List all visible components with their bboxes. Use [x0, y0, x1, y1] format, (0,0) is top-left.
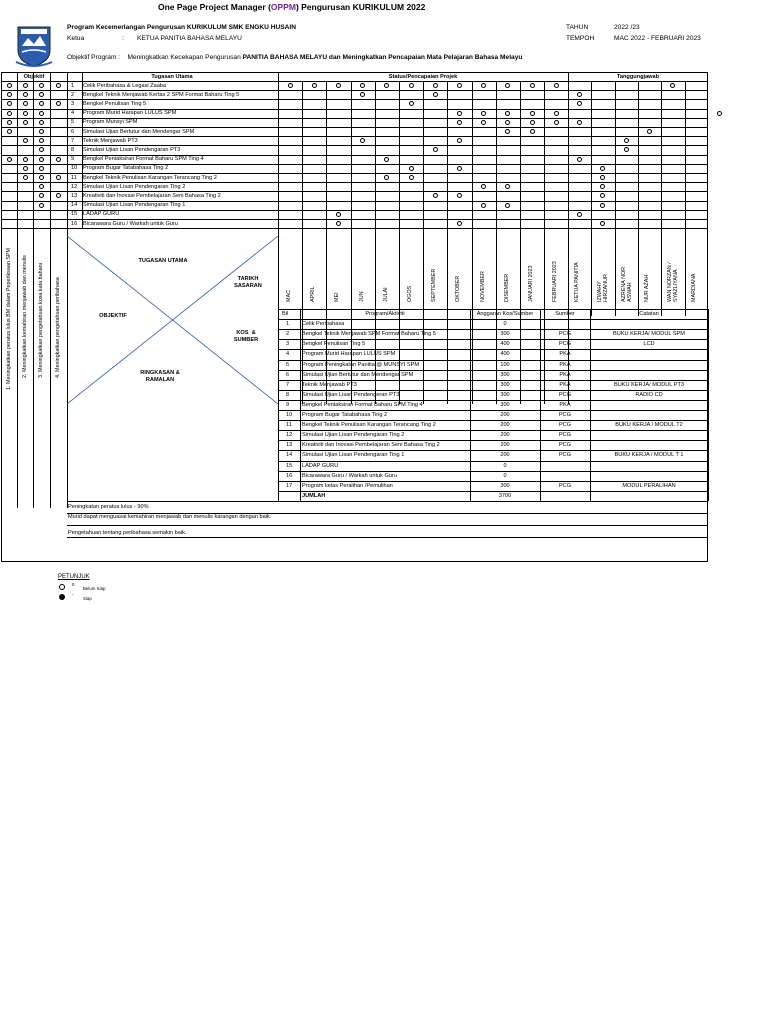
- budget-program: Simulasi Ujian Lisan Pendengaran Ting 2: [302, 432, 405, 439]
- status-circle-icon: [457, 166, 462, 171]
- diagram-tugasan: TUGASAN UTAMA: [138, 258, 188, 264]
- task-name: Kreativiti dan Inovasi Pembelajaran Seni Bahasa Ting 2: [83, 192, 221, 199]
- budget-kos: 0: [503, 472, 507, 479]
- objective-circle-icon: [39, 166, 44, 171]
- budget-bil: 4: [286, 351, 290, 358]
- budget-sumber: PKA: [559, 361, 571, 368]
- task-number: 1: [71, 82, 75, 89]
- grid-vline: [708, 309, 709, 501]
- budget-catatan: RADIO CD: [635, 391, 663, 398]
- page-title: One Page Project Manager (OPPM) Pengurusan KURIKULUM 2022: [158, 2, 426, 12]
- month-label: JANUARI 2023: [528, 265, 534, 302]
- objective-circle-icon: [23, 120, 28, 125]
- status-circle-icon: [433, 83, 438, 88]
- objective-circle-icon: [23, 166, 28, 171]
- status-circle-icon: [481, 203, 486, 208]
- budget-bil: 8: [286, 391, 290, 398]
- month-label: DISEMBER: [503, 273, 510, 302]
- program-title: Program Kecemerlangan Pengurusan KURIKULUM SMK ENGKU HUSAIN: [67, 24, 296, 31]
- budget-bil: 17: [286, 482, 293, 489]
- objektif-program: Objektif Program : Meningkatkan Kecekapan Pengurusan PANITIA BAHASA MELAYU dan Meningkatkan Pencapaian Mata Pelajaran Bahasa Melayu: [67, 54, 523, 61]
- legend-num1: -: [72, 592, 74, 597]
- objective-vertical-label: 3. Meningkatkan pengetahuan kosa kata baharu: [38, 262, 44, 379]
- grid-vline: [447, 81, 448, 404]
- objective-circle-icon: [7, 129, 12, 134]
- status-circle-icon: [336, 212, 341, 217]
- responsibility-circle-icon: [577, 157, 582, 162]
- task-number: 15: [71, 211, 78, 218]
- status-circle-icon: [554, 83, 559, 88]
- status-circle-icon: [530, 120, 535, 125]
- budget-sumber: PCG: [558, 452, 572, 459]
- task-name: Bengkel Teknik Penulisan Karangan Terancang Ting 2: [83, 174, 217, 181]
- budget-program: Kreativiti dan Inovasi Pembelajaran Seni Bahasa Ting 2: [302, 442, 440, 449]
- grid-vline: [300, 309, 301, 501]
- budget-sumber: PCG: [558, 412, 572, 418]
- tempoh-label: TEMPOH: [566, 35, 595, 42]
- objective-circle-icon: [39, 129, 44, 134]
- jumlah-value: 3700: [498, 492, 512, 499]
- budget-bil: 6: [286, 371, 290, 378]
- budget-kos: 400: [500, 351, 510, 358]
- objective-vertical-label: 1. Meningkatkan peratus lulus BM dalam Peperiksaan SPM: [6, 248, 12, 391]
- status-circle-icon: [530, 83, 535, 88]
- budget-program: Bengkel Teknik Penulisan Karangan Terancang Ting 2: [302, 422, 436, 429]
- task-number: 13: [71, 192, 78, 199]
- task-name: Simulasi Ujian Lisan Pendengaran Ting 1: [83, 202, 186, 209]
- budget-bil: 1: [286, 321, 290, 328]
- status-circle-icon: [457, 111, 462, 116]
- task-number: 10: [71, 165, 78, 172]
- budget-program: Bengkel Pentaksiran Format Baharu SPM Ting 4: [302, 401, 423, 408]
- objective-circle-icon: [23, 175, 28, 180]
- budget-catatan: BUKU KERJA/ MODUL PT3: [613, 381, 685, 388]
- budget-kos: 200: [500, 452, 510, 459]
- legend-belum-siap: Belum Siap: [83, 586, 106, 591]
- status-circle-icon: [481, 120, 486, 125]
- budget-program: Bengkel Teknik Menjawab SPM Format Baharu Ting 5: [302, 331, 436, 338]
- month-label: APRIL: [310, 286, 317, 302]
- summary-line: Peningkatan peratus lulus - 90%: [68, 503, 149, 510]
- tempoh-value: MAC 2022 - FEBRUARI 2023: [614, 35, 701, 42]
- objective-circle-icon: [23, 157, 28, 162]
- school-logo: [12, 24, 56, 68]
- status-circle-icon: [457, 83, 462, 88]
- summary-line: Murid dapat menguasai kemahiran menjawab dan menulis karangan dengan baik.: [68, 513, 272, 520]
- budget-kos: 200: [500, 412, 510, 418]
- task-name: Bengkel Teknik Menjawab Kertas 2 SPM Format Baharu Ting 5: [83, 91, 240, 98]
- grid-vline: [591, 81, 592, 316]
- budget-bil: 10: [286, 412, 293, 418]
- budget-bil: 15: [286, 462, 293, 469]
- budget-header-sumber: Sumber: [555, 311, 575, 317]
- task-number: 8: [71, 146, 75, 153]
- jumlah-label: JUMLAH: [302, 492, 326, 499]
- status-circle-icon: [409, 166, 414, 171]
- budget-sumber: PKA: [559, 371, 571, 378]
- budget-bil: 3: [286, 341, 290, 348]
- objective-circle-icon: [39, 147, 44, 152]
- budget-kos: 200: [500, 422, 510, 429]
- budget-kos: 100: [500, 361, 510, 368]
- budget-kos: 0: [503, 462, 507, 469]
- budget-bil: 14: [286, 452, 293, 459]
- grid-vline: [278, 309, 279, 501]
- objective-circle-icon: [23, 83, 28, 88]
- legend-num0: 0: [72, 582, 75, 587]
- month-label: NOVEMBER: [479, 271, 486, 302]
- budget-bil: 11: [286, 422, 292, 429]
- grid-vline: [50, 228, 51, 508]
- budget-bil: 16: [286, 472, 293, 479]
- grid-vline: [17, 72, 18, 228]
- budget-header-anggaran: Anggaran Kos/Sumber: [476, 311, 534, 317]
- budget-sumber: PCG: [558, 422, 572, 429]
- budget-kos: 300: [500, 331, 510, 338]
- grid-vline: [67, 72, 68, 228]
- filled-circle-icon: [59, 594, 65, 600]
- status-circle-icon: [457, 120, 462, 125]
- budget-sumber: PCG: [558, 391, 572, 398]
- task-name: Simulasi Ujian Bertutur dan Mendengar SPM: [83, 128, 195, 135]
- grid-vline: [685, 81, 686, 316]
- budget-sumber: PKA: [559, 351, 571, 358]
- objective-circle-icon: [39, 120, 44, 125]
- objective-circle-icon: [7, 101, 12, 106]
- objective-circle-icon: [39, 175, 44, 180]
- budget-catatan: BUKU KERJA/ MODUL SPM: [613, 331, 685, 338]
- month-label: MEI: [334, 292, 341, 302]
- budget-sumber: PKA: [559, 401, 571, 408]
- objective-circle-icon: [39, 111, 44, 116]
- task-number: 14: [71, 202, 78, 209]
- responsibility-circle-icon: [577, 212, 582, 217]
- diagram-objektif: OBJEKTIF: [99, 313, 127, 319]
- status-circle-icon: [288, 83, 293, 88]
- status-circle-icon: [530, 129, 535, 134]
- grid-vline: [661, 81, 662, 316]
- diagram-kos: KOS & SUMBER: [233, 330, 259, 343]
- objective-vertical-label: 4. Meningkatkan pengetahuan peribahasa: [55, 277, 61, 379]
- budget-kos: 200: [500, 432, 510, 439]
- budget-program: Celik Peribahasa: [302, 321, 345, 328]
- budget-program: Simulasi Ujian Lisan Pendengeran PT3: [302, 391, 400, 398]
- budget-program: Program Bugar Tatabahasa Ting 2: [302, 412, 388, 418]
- budget-sumber: PKA: [559, 381, 571, 388]
- task-name: LADAP GURU: [83, 211, 120, 218]
- objective-circle-icon: [23, 92, 28, 97]
- objective-circle-icon: [56, 175, 61, 180]
- budget-sumber: PCG: [558, 341, 572, 348]
- task-number: 12: [71, 183, 78, 190]
- objective-circle-icon: [7, 111, 12, 116]
- tahun-value: 2022 /23: [614, 24, 640, 31]
- responsibility-circle-icon: [624, 138, 629, 143]
- header-status: Status/Pencapaian Projek: [388, 74, 458, 80]
- task-number: 4: [71, 110, 75, 117]
- month-label: MAC: [286, 290, 292, 302]
- header-tugasan: Tugasan Utama: [151, 74, 193, 80]
- budget-sumber: PCG: [558, 442, 572, 449]
- grid-hline: [67, 537, 708, 538]
- header-tanggungjawab: Tanggungjawab: [616, 74, 660, 80]
- budget-program: LADAP GURU: [302, 462, 339, 469]
- objective-circle-icon: [56, 101, 61, 106]
- budget-catatan: MODUL PERALIHAN: [622, 482, 676, 489]
- task-number: 2: [71, 91, 75, 98]
- legend-siap: Siap: [83, 596, 92, 601]
- task-name: Simulasi Ujian Lisan Pendengaran Ting 2: [83, 183, 186, 190]
- budget-program: Simulasi Ujian Lisan Pendengaran Ting 1: [302, 452, 405, 459]
- person-label: IZWAHY HIRZANUR: [597, 274, 610, 302]
- task-number: 5: [71, 119, 75, 126]
- month-label: SEPTEMBER: [431, 268, 438, 302]
- month-label: FEBRUARI 2023: [552, 261, 559, 302]
- status-circle-icon: [409, 175, 414, 180]
- open-circle-icon: [59, 584, 65, 590]
- grid-vline: [33, 228, 34, 508]
- status-circle-icon: [457, 221, 462, 226]
- objective-circle-icon: [56, 193, 61, 198]
- month-label: JULAI: [382, 287, 389, 302]
- budget-bil: 12: [286, 432, 293, 439]
- budget-program: Simulasi Ujian Bertutur dan Mendengar SPM: [302, 371, 414, 378]
- grid-vline: [615, 81, 616, 316]
- status-circle-icon: [554, 111, 559, 116]
- grid-hline: [67, 501, 708, 502]
- objective-circle-icon: [39, 203, 44, 208]
- budget-bil: 2: [286, 331, 290, 338]
- status-circle-icon: [409, 83, 414, 88]
- task-name: Celik Peribahasa & Legasi Zaaba: [83, 82, 167, 89]
- task-name: Program Bugar Tatabahasa Ting 2: [83, 165, 169, 172]
- status-circle-icon: [312, 83, 317, 88]
- legend-title: PETUNJUK: [58, 574, 90, 580]
- grid-hline: [67, 525, 708, 526]
- objective-circle-icon: [23, 138, 28, 143]
- status-circle-icon: [336, 221, 341, 226]
- budget-kos: 300: [500, 401, 510, 408]
- person-label: WAN NORZAN / SYAZLIYANA: [667, 262, 680, 302]
- status-circle-icon: [433, 92, 438, 97]
- ketua-sep: :: [122, 35, 124, 42]
- task-number: 7: [71, 137, 75, 144]
- task-name: Bicarawara Guru / Warkah untuk Guru: [83, 220, 178, 227]
- task-name: Program Munsyi SPM: [83, 119, 138, 126]
- objective-circle-icon: [23, 101, 28, 106]
- budget-header-bil: Bil: [282, 311, 289, 317]
- grid-vline: [638, 81, 639, 316]
- person-label: MARDIANA: [690, 273, 697, 302]
- budget-bil: 13: [286, 442, 293, 449]
- diagram-ringkasan: RINGKASAN & RAMALAN: [140, 370, 180, 383]
- grid-vline: [33, 72, 34, 228]
- objective-circle-icon: [56, 83, 61, 88]
- objective-circle-icon: [39, 157, 44, 162]
- status-circle-icon: [481, 111, 486, 116]
- grid-vline: [50, 72, 51, 228]
- tahun-label: TAHUN: [566, 24, 589, 31]
- objective-circle-icon: [7, 120, 12, 125]
- month-label: JUN: [358, 291, 365, 302]
- budget-program: Program Murid Harapan LULUS SPM: [302, 351, 396, 358]
- task-name: Program Murid Harapan LULUS SPM: [83, 110, 177, 117]
- budget-sumber: PCG: [558, 482, 572, 489]
- month-label: OKTOBER: [455, 275, 462, 302]
- budget-kos: 300: [500, 482, 510, 489]
- month-label: OGOS: [407, 285, 413, 302]
- header-objektif: Objektif: [23, 74, 45, 80]
- objective-circle-icon: [39, 101, 44, 106]
- objective-circle-icon: [7, 157, 12, 162]
- summary-line: Pengetahuan tentang peribahasa semakin baik.: [68, 529, 187, 536]
- task-number: 16: [71, 220, 78, 227]
- objective-circle-icon: [39, 92, 44, 97]
- task-name: Bengkel Pentaksiran Format Baharu SPM Ting 4: [83, 156, 204, 163]
- objective-circle-icon: [56, 157, 61, 162]
- status-circle-icon: [336, 83, 341, 88]
- budget-kos: 300: [500, 381, 510, 388]
- status-circle-icon: [530, 111, 535, 116]
- status-circle-icon: [554, 120, 559, 125]
- objective-circle-icon: [39, 193, 44, 198]
- budget-kos: 0: [503, 321, 507, 328]
- grid-hline: [1, 228, 708, 229]
- budget-catatan: BUKU KERJA / MODUL T2: [615, 422, 683, 429]
- objective-circle-icon: [23, 111, 28, 116]
- responsibility-circle-icon: [577, 120, 582, 125]
- person-label: KETUA PANITIA: [574, 262, 580, 302]
- budget-catatan: LCD: [643, 341, 655, 348]
- budget-bil: 7: [286, 381, 290, 388]
- grid-vline: [399, 81, 400, 404]
- budget-kos: 300: [500, 371, 510, 378]
- task-number: 6: [71, 128, 75, 135]
- budget-bil: 5: [286, 361, 290, 368]
- budget-program: Program Peningkatan Panitia @ MUNSYI SPM: [302, 361, 419, 368]
- objective-circle-icon: [39, 83, 44, 88]
- task-number: 11: [71, 174, 77, 181]
- budget-kos: 300: [500, 391, 510, 398]
- diagram-tarikh: TARIKH SASARAN: [234, 276, 262, 289]
- task-name: Teknik Menjawab PT3: [83, 137, 138, 144]
- person-label: NUR AZAH: [643, 274, 650, 302]
- budget-bil: 9: [286, 401, 290, 408]
- budget-sumber: PCG: [558, 331, 572, 338]
- task-number: 9: [71, 156, 75, 163]
- responsibility-circle-icon: [717, 111, 722, 116]
- budget-header-catatan: Catatan: [639, 311, 659, 317]
- budget-program: Program kelas Peralihan /Pemulihan: [302, 482, 393, 489]
- budget-catatan: BUKU KERJA / MODUL T 1: [614, 452, 684, 459]
- ketua-label: Ketua: [67, 35, 85, 42]
- objective-circle-icon: [39, 138, 44, 143]
- objective-circle-icon: [7, 92, 12, 97]
- task-number: 3: [71, 100, 75, 107]
- task-name: Bengkel Penulisan Ting 5: [83, 100, 147, 107]
- budget-sumber: PCG: [558, 432, 572, 439]
- ketua-value: KETUA PANITIA BAHASA MELAYU: [137, 35, 242, 42]
- budget-kos: 200: [500, 442, 510, 449]
- objective-circle-icon: [7, 83, 12, 88]
- grid-vline: [423, 81, 424, 404]
- budget-kos: 400: [500, 341, 510, 348]
- grid-vline: [17, 228, 18, 508]
- objective-vertical-label: 2. Meningkatkan kemahiran menjawab dan menulis: [22, 255, 28, 379]
- objective-circle-icon: [39, 184, 44, 189]
- budget-program: Bicarawara Guru / Warkah untuk Guru: [302, 472, 397, 479]
- budget-program: Bengkel Penulisan Ting 5: [302, 341, 366, 348]
- person-label: AZRENA NOR ASWAH: [620, 266, 633, 302]
- task-name: Simulasi Ujian Lisan Pendengaran PT3: [83, 146, 181, 153]
- budget-header-program: Program/Aktiviti: [365, 311, 405, 317]
- budget-program: Teknik Menjawab PT3: [302, 381, 357, 388]
